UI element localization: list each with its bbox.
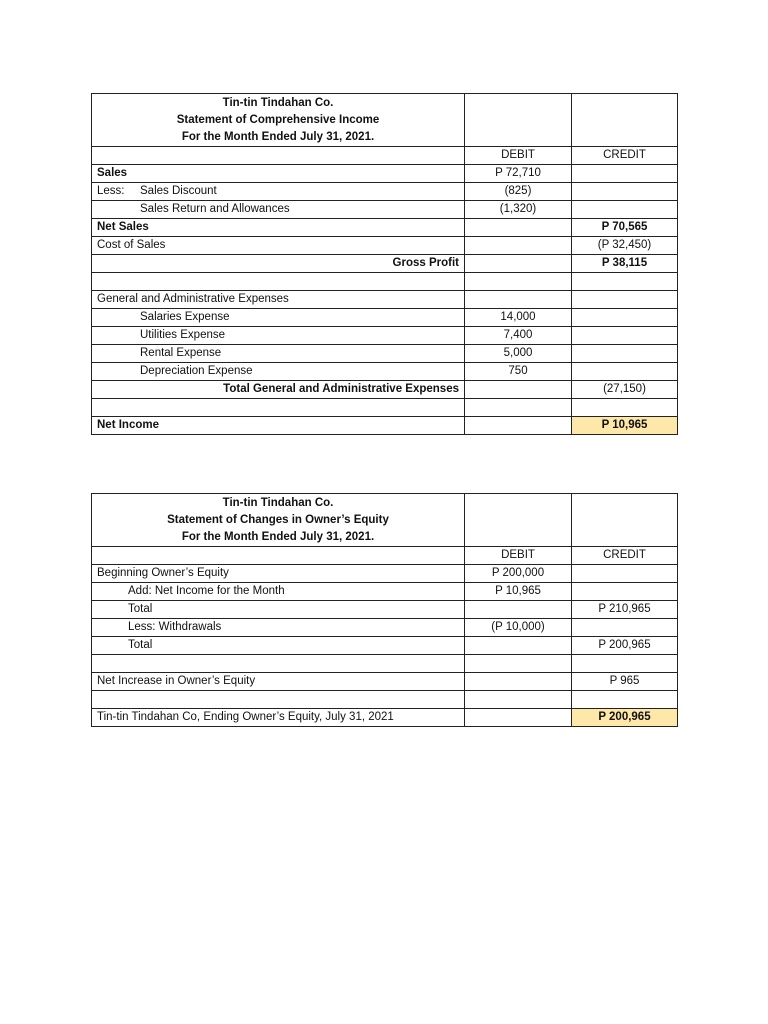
row-label-net-increase: Net Increase in Owner’s Equity (92, 673, 465, 691)
debit-rental: 5,000 (465, 345, 572, 363)
row-label-beginning-equity: Beginning Owner’s Equity (92, 565, 465, 583)
debit-add-net-income: P 10,965 (465, 583, 572, 601)
row-label-sales-returns: Sales Return and Allowances (92, 201, 465, 219)
sales-discount-label: Sales Discount (140, 185, 217, 197)
table-row (92, 381, 678, 399)
row-label-total-ga: Total General and Administrative Expenses (92, 381, 465, 399)
empty-cell (572, 583, 678, 601)
row-label-sales: Sales (92, 165, 465, 183)
empty-cell (572, 183, 678, 201)
table-row (92, 655, 678, 673)
table-row (92, 709, 678, 727)
empty-cell (465, 637, 572, 655)
empty-cell (92, 399, 465, 417)
table-row (92, 183, 678, 201)
empty-cell (572, 345, 678, 363)
statement-period: For the Month Ended July 31, 2021. (181, 530, 375, 543)
empty-cell (465, 273, 572, 291)
debit-sales-discount: (825) (465, 183, 572, 201)
empty-cell (572, 273, 678, 291)
credit-gross-profit: P 38,115 (572, 255, 678, 273)
table-row (92, 147, 678, 165)
table-row (92, 547, 678, 565)
row-label-depreciation: Depreciation Expense (92, 363, 465, 381)
row-label-rental: Rental Expense (92, 345, 465, 363)
table-row (92, 291, 678, 309)
table-row (92, 601, 678, 619)
credit-total-ga: (27,150) (572, 381, 678, 399)
empty-cell (465, 417, 572, 435)
income-statement-table (91, 93, 678, 435)
empty-cell (465, 494, 572, 547)
statement-title: Statement of Changes in Owner’s Equity (167, 513, 389, 526)
empty-cell (572, 327, 678, 345)
debit-sales-returns: (1,320) (465, 201, 572, 219)
row-label-net-income: Net Income (92, 417, 465, 435)
row-label-net-sales: Net Sales (92, 219, 465, 237)
row-label-withdrawals: Less: Withdrawals (92, 619, 465, 637)
statement-period: For the Month Ended July 31, 2021. (181, 130, 375, 143)
debit-depreciation: 750 (465, 363, 572, 381)
empty-cell (572, 363, 678, 381)
table-row (92, 309, 678, 327)
table-row (92, 417, 678, 435)
table-row (92, 94, 678, 147)
empty-cell (572, 201, 678, 219)
empty-cell (572, 691, 678, 709)
empty-cell (572, 565, 678, 583)
debit-header: DEBIT (465, 147, 572, 165)
empty-cell (465, 673, 572, 691)
empty-cell (92, 547, 465, 565)
table-row (92, 255, 678, 273)
debit-beginning-equity: P 200,000 (465, 565, 572, 583)
empty-cell (465, 237, 572, 255)
table-row (92, 583, 678, 601)
credit-total-1: P 210,965 (572, 601, 678, 619)
debit-sales: P 72,710 (465, 165, 572, 183)
table-row (92, 345, 678, 363)
table-row (92, 237, 678, 255)
row-label-add-net-income: Add: Net Income for the Month (92, 583, 465, 601)
credit-net-sales: P 70,565 (572, 219, 678, 237)
table-row (92, 565, 678, 583)
less-label: Less: (97, 185, 125, 197)
empty-cell (92, 655, 465, 673)
table-row (92, 219, 678, 237)
credit-header: CREDIT (572, 547, 678, 565)
empty-cell (465, 291, 572, 309)
table-row (92, 399, 678, 417)
table-row (92, 619, 678, 637)
row-label-salaries: Salaries Expense (92, 309, 465, 327)
table-row (92, 494, 678, 547)
debit-withdrawals: (P 10,000) (465, 619, 572, 637)
debit-utilities: 7,400 (465, 327, 572, 345)
empty-cell (465, 381, 572, 399)
empty-cell (465, 709, 572, 727)
company-name: Tin-tin Tindahan Co. (222, 96, 334, 109)
empty-cell (465, 399, 572, 417)
row-label-ending-equity: Tin-tin Tindahan Co, Ending Owner’s Equity, July 31, 2021 (92, 709, 465, 727)
empty-cell (572, 94, 678, 147)
row-label-ga-expenses: General and Administrative Expenses (92, 291, 465, 309)
empty-cell (92, 691, 465, 709)
empty-cell (465, 94, 572, 147)
row-label-sales-discount (92, 183, 465, 201)
empty-cell (465, 655, 572, 673)
row-label-total-1: Total (92, 601, 465, 619)
empty-cell (572, 165, 678, 183)
empty-cell (92, 147, 465, 165)
empty-cell (465, 255, 572, 273)
empty-cell (572, 494, 678, 547)
row-label-total-2: Total (92, 637, 465, 655)
row-label-utilities: Utilities Expense (92, 327, 465, 345)
credit-net-increase: P 965 (572, 673, 678, 691)
credit-cost-of-sales: (P 32,450) (572, 237, 678, 255)
company-name: Tin-tin Tindahan Co. (222, 496, 334, 509)
table-row (92, 363, 678, 381)
debit-header: DEBIT (465, 547, 572, 565)
row-label-gross-profit: Gross Profit (92, 255, 465, 273)
table-row (92, 165, 678, 183)
empty-cell (572, 619, 678, 637)
empty-cell (572, 655, 678, 673)
table-row (92, 327, 678, 345)
empty-cell (572, 309, 678, 327)
statement-title: Statement of Comprehensive Income (176, 113, 380, 126)
empty-cell (92, 273, 465, 291)
empty-cell (572, 291, 678, 309)
statement-title-block (92, 494, 465, 547)
table-row (92, 201, 678, 219)
row-label-cost-of-sales: Cost of Sales (92, 237, 465, 255)
equity-statement-table (91, 493, 678, 727)
empty-cell (465, 691, 572, 709)
table-row (92, 691, 678, 709)
statement-title-block (92, 94, 465, 147)
table-row (92, 273, 678, 291)
credit-total-2: P 200,965 (572, 637, 678, 655)
table-row (92, 637, 678, 655)
credit-net-income: P 10,965 (572, 417, 678, 435)
empty-cell (572, 399, 678, 417)
empty-cell (465, 601, 572, 619)
empty-cell (465, 219, 572, 237)
debit-salaries: 14,000 (465, 309, 572, 327)
credit-ending-equity: P 200,965 (572, 709, 678, 727)
credit-header: CREDIT (572, 147, 678, 165)
table-row (92, 673, 678, 691)
